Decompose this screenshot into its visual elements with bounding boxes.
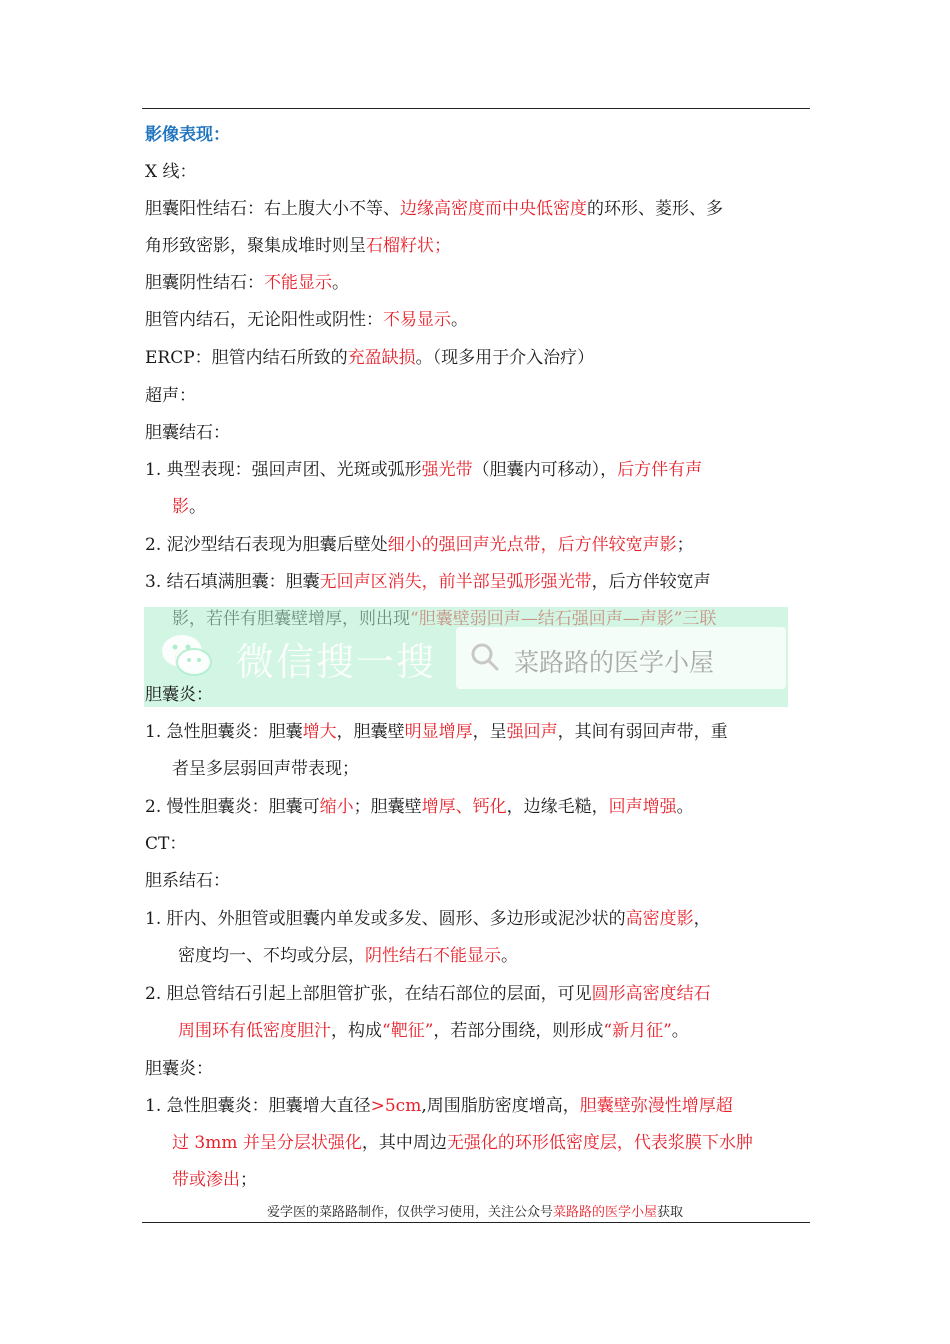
highlight: 影 (172, 497, 189, 517)
highlight: 缩小 (319, 797, 354, 817)
xray-label: X 线： (145, 162, 197, 182)
wechat-icon (160, 629, 214, 683)
highlight: 带或渗出 (172, 1170, 240, 1190)
highlight: 边缘高密度而中央低密度 (400, 199, 587, 219)
us-acute-line1: 1. 急性胆囊炎：胆囊增大，胆囊壁明显增厚，呈强回声，其间有弱回声带，重 (145, 722, 728, 742)
highlight: 胆囊壁弥漫性增厚超 (579, 1096, 733, 1116)
us-item1-line1: 1. 典型表现：强回声团、光斑或弧形强光带（胆囊内可移动），后方伴有声 (145, 460, 703, 480)
highlight: 过 3mm 并呈分层状强化 (172, 1133, 362, 1153)
highlight: 回声增强 (608, 797, 677, 817)
watermark-text: 微信搜一搜 (236, 640, 437, 684)
highlight: 不能显示 (264, 273, 332, 293)
highlight: “新月征” (603, 1021, 672, 1041)
footer-rule (142, 1222, 810, 1223)
highlight: 不易显示 (383, 310, 451, 330)
ct-item2-line1: 2. 胆总管结石引起上部胆管扩张，在结石部位的层面，可见圆形高密度结石 (145, 984, 711, 1004)
watermark-banner (144, 607, 788, 707)
xray-negative-stone: 胆囊阴性结石：不能显示。 (145, 273, 349, 293)
footer-note: 爱学医的菜路路制作，仅供学习使用，关注公众号菜路路的医学小屋获取 (266, 1205, 684, 1220)
ct-item2-line2: 周围环有低密度胆汁，构成“靶征”，若部分围绕，则形成“新月征”。 (178, 1021, 689, 1041)
us-item3-line1: 3. 结石填满胆囊：胆囊无回声区消失，前半部呈弧形强光带，后方伴较宽声 (145, 572, 711, 592)
ct-cholecystitis-label: 胆囊炎： (145, 1059, 213, 1079)
xray-positive-stone-line2: 角形致密影，聚集成堆时则呈石榴籽状； (145, 236, 451, 256)
highlight: 细小的强回声光点带，后方伴较宽声影 (387, 535, 677, 555)
xray-duct-stone: 胆管内结石，无论阳性或阴性：不易显示。 (145, 310, 468, 330)
ct-item1-line1: 1. 肝内、外胆管或胆囊内单发或多发、圆形、多边形或泥沙状的高密度影， (145, 909, 711, 929)
ct-stone-label: 胆系结石： (145, 871, 230, 891)
us-stone-label: 胆囊结石： (145, 423, 230, 443)
ct-acute-line1: 1. 急性胆囊炎：胆囊增大直径>5cm,周围脂肪密度增高，胆囊壁弥漫性增厚超 (145, 1096, 733, 1116)
highlight: 后方伴有声 (617, 460, 703, 480)
highlight: 强回声 (506, 722, 558, 742)
search-icon (470, 642, 500, 672)
highlight: 强光带 (421, 460, 473, 480)
highlight: 高密度影 (625, 909, 694, 929)
ultrasound-label: 超声： (145, 386, 196, 406)
header-rule (142, 108, 810, 109)
us-item1-line2: 影。 (172, 497, 206, 517)
highlight: 无强化的环形低密度层，代表浆膜下水肿 (446, 1133, 753, 1153)
us-acute-line2: 者呈多层弱回声带表现； (172, 759, 359, 779)
highlight: 无回声区消失，前半部呈弧形强光带 (319, 572, 592, 592)
highlight: 明显增厚 (404, 722, 473, 742)
ercp-line: ERCP：胆管内结石所致的充盈缺损。（现多用于介入治疗） (145, 348, 595, 368)
watermark-search-box (456, 627, 786, 689)
highlight: 石榴籽状； (366, 236, 451, 256)
us-item2: 2. 泥沙型结石表现为胆囊后壁处细小的强回声光点带，后方伴较宽声影； (145, 535, 694, 555)
us-chronic: 2. 慢性胆囊炎：胆囊可缩小；胆囊壁增厚、钙化，边缘毛糙，回声增强。 (145, 797, 694, 817)
us-cholecystitis-label: 胆囊炎： (145, 685, 213, 705)
watermark-account-name: 菜路路的医学小屋 (514, 648, 715, 677)
highlight: 增厚、钙化 (421, 797, 507, 817)
ct-acute-line2: 过 3mm 并呈分层状强化，其中周边无强化的环形低密度层，代表浆膜下水肿 (172, 1133, 753, 1153)
highlight: “靶征” (382, 1021, 434, 1041)
highlight: 阴性结石不能显示 (365, 946, 501, 966)
ct-label: CT： (145, 834, 187, 854)
section-heading: 影像表现： (145, 125, 230, 145)
ct-item1-line2: 密度均一、不均或分层，阴性结石不能显示。 (178, 946, 518, 966)
footer-account-name: 菜路路的医学小屋 (552, 1205, 657, 1220)
highlight: 增大 (302, 722, 337, 742)
highlight: >5cm (370, 1096, 422, 1116)
highlight: 充盈缺损 (347, 348, 416, 368)
highlight: 周围环有低密度胆汁 (178, 1021, 331, 1041)
highlight: 圆形高密度结石 (591, 984, 711, 1004)
ct-acute-line3: 带或渗出； (172, 1170, 257, 1190)
xray-positive-stone-line1: 胆囊阳性结石：右上腹大小不等、边缘高密度而中央低密度的环形、菱形、多 (145, 199, 723, 219)
